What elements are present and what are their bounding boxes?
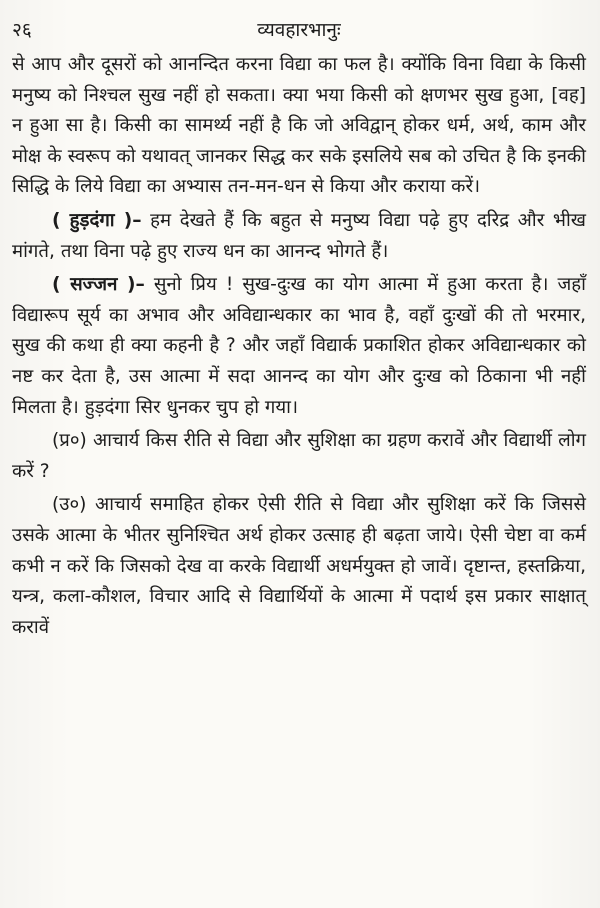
paragraph-text: से आप और दूसरों को आनन्दित करना विद्या का फल है। क्योंकि विना विद्या के किसी मनुष्य को निश्चल सुख नहीं हो सकता। क्या भया किसी को क्षणभर सुख हुआ, [वह] न हुआ सा है। किसी का सामर्थ्य नहीं है कि जो अविद्वान् होकर धर्म, अर्थ, काम और मोक्ष के स्वरूप को यथावत् जानकर सिद्ध कर सके इसलिये सब को उचित है कि इनकी सिद्धि के लिये विद्या का अभ्यास तन-मन-धन से किया और कराया करें। xyxy=(12,54,586,198)
paragraph-question xyxy=(12,426,586,487)
paragraph-hudadanga xyxy=(12,206,586,267)
paragraph-text: (प्र०) आचार्य किस रीति से विद्या और सुशिक्षा का ग्रहण करावें और विद्यार्थी लोग करें ? xyxy=(12,430,586,482)
paragraph-text: (उ०) आचार्य समाहित होकर ऐसी रीति से विद्या और सुशिक्षा करें कि जिससे उसके आत्मा के भीतर सुनिश्चित अर्थ होकर उत्साह ही बढ़ता जाये। ऐसी चेष्टा वा कर्म कभी न करें कि जिसको देख वा करके विद्यार्थी अधर्मयुक्त हो जावें। दृष्टान्त, हस्तक्रिया, यन्त्र, कला-कौशल, विचार आदि से विद्यार्थियों के आत्मा में पदार्थ इस प्रकार साक्षात् करावें xyxy=(12,494,586,638)
page-header xyxy=(12,10,586,50)
speaker-label: ( हुड़दंगा )– xyxy=(52,209,142,231)
speaker-label: ( सज्जन )– xyxy=(52,274,145,296)
paragraph-text: सुनो प्रिय ! सुख-दुःख का योग आत्मा में हुआ करता है। जहाँ विद्यारूप सूर्य का अभाव और अविद्यान्धकार का भाव है, वहाँ दुःखों की तो भरमार, सुख की कथा ही क्या कहनी है ? और जहाँ विद्यार्क प्रकाशित होकर अविद्यान्धकार को नष्ट कर देता है, उस आत्मा में सदा आनन्द का योग और दुःख को ठिकाना भी नहीं मिलता है। हुड़दंगा सिर धुनकर चुप हो गया। xyxy=(12,274,586,418)
page-body xyxy=(12,50,586,643)
paragraph-text: हम देखते हैं कि बहुत से मनुष्य विद्या पढ़े हुए दरिद्र और भीख मांगते, तथा विना पढ़े हुए राज्य धन का आनन्द भोगते हैं। xyxy=(12,209,586,262)
paragraph-sajjan xyxy=(12,270,586,423)
running-title: व्यवहारभानुः xyxy=(257,19,341,41)
page-number: २६ xyxy=(12,19,32,41)
paragraph-continuation xyxy=(12,50,586,203)
paragraph-answer xyxy=(12,490,586,643)
